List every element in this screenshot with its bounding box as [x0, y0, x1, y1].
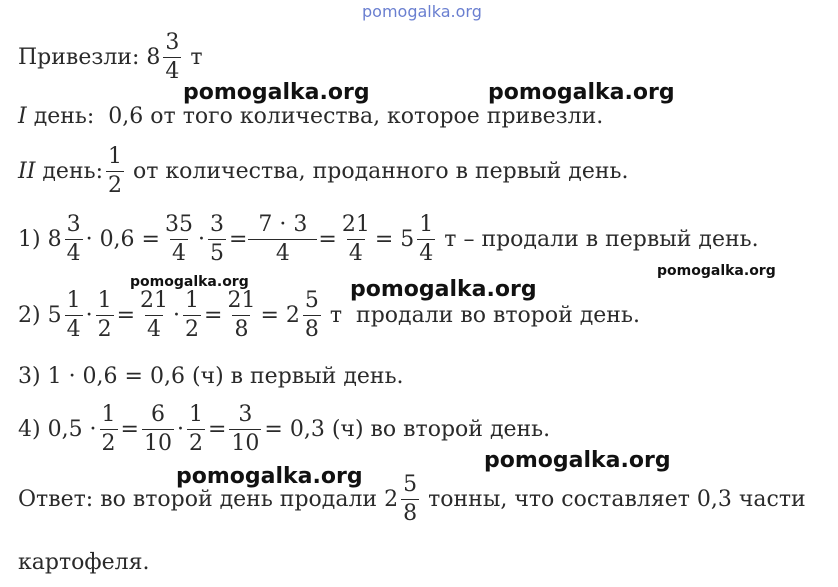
fraction-part: 1 [66, 288, 81, 313]
fraction-part: 2 [101, 431, 116, 456]
math-text: тонны, что составляет 0,3 части [428, 487, 806, 512]
math-text: = 5 [374, 227, 415, 252]
step-4 [18, 404, 550, 455]
fraction-part: 2 [188, 431, 203, 456]
math-text: = [228, 227, 248, 252]
math-text: = [207, 417, 227, 442]
fraction-part: 21 [341, 212, 370, 237]
math-text: · [176, 417, 184, 442]
math-text: = [204, 303, 223, 328]
math-text: картофеля. [18, 550, 150, 575]
fraction-part: 5 [209, 241, 224, 266]
step-3 [18, 364, 404, 389]
fraction [163, 32, 181, 83]
fraction-part: 4 [419, 241, 434, 266]
math-text: = 0,3 (ч) во второй день. [264, 417, 551, 442]
fraction-part: 21 [140, 288, 169, 313]
fraction [106, 146, 124, 197]
fraction [225, 290, 257, 341]
math-text: 2) 5 [18, 303, 62, 328]
fraction [401, 474, 419, 525]
watermark: pomogalka.org [350, 277, 537, 302]
step-2 [18, 290, 640, 341]
fraction-part: 4 [66, 241, 81, 266]
fraction-part: 3 [66, 212, 81, 237]
fraction-part: 10 [143, 431, 172, 456]
unit: т [190, 45, 203, 70]
fraction [250, 214, 315, 265]
math-text: т продали во второй день. [329, 303, 640, 328]
watermark: pomogalka.org [657, 263, 776, 279]
fraction-part: 10 [231, 431, 260, 456]
fraction-part: 2 [185, 317, 200, 342]
fraction-part: 1 [101, 402, 116, 427]
math-text: = 2 [260, 303, 300, 328]
math-text: 4) 0,5 · [18, 417, 97, 442]
fraction [100, 404, 118, 455]
math-text: = [116, 303, 136, 328]
fraction-part: 4 [348, 241, 363, 266]
fraction-part: 6 [150, 402, 165, 427]
roman-numeral: II [18, 159, 36, 184]
fraction [96, 290, 114, 341]
watermark: pomogalka.org [130, 274, 249, 290]
math-text: 3) 1 · 0,6 = 0,6 (ч) в первый день. [18, 364, 404, 389]
fraction-part: 21 [227, 288, 256, 313]
fraction-part: 2 [108, 173, 123, 198]
fraction [142, 404, 174, 455]
fraction [187, 404, 205, 455]
day-two-label: день: [35, 159, 104, 184]
fraction-part: 8 [403, 501, 418, 526]
math-text: 1) 8 [18, 227, 62, 252]
fraction-part: 3 [209, 212, 224, 237]
math-text: · [85, 303, 93, 328]
fraction [65, 214, 83, 265]
fraction-part: 1 [188, 402, 203, 427]
fraction [183, 290, 201, 341]
math-text: т – продали в первый день. [444, 227, 759, 252]
fraction-part: 8 [304, 317, 319, 342]
given-line [18, 32, 203, 83]
day-one-text: день: 0,6 от того количества, которое привезли. [26, 104, 604, 129]
fraction [138, 290, 170, 341]
watermark: pomogalka.org [484, 448, 671, 473]
day-one-line [18, 104, 603, 129]
math-text: · [173, 303, 181, 328]
fraction [303, 290, 321, 341]
fraction-part: 4 [147, 317, 162, 342]
fraction-part: 5 [304, 288, 319, 313]
step-1 [18, 214, 759, 265]
fraction-part: 5 [403, 472, 418, 497]
given-text: Привезли: 8 [18, 45, 161, 70]
fraction-part: 1 [97, 288, 112, 313]
fraction-part: 4 [171, 241, 186, 266]
fraction-part: 2 [97, 317, 112, 342]
fraction-part: 4 [66, 317, 81, 342]
fraction-part: 4 [165, 59, 180, 84]
math-text: = [120, 417, 139, 442]
fraction-part: 1 [108, 144, 123, 169]
fraction [163, 214, 195, 265]
fraction-part: 4 [248, 239, 317, 265]
roman-numeral: I [18, 104, 27, 129]
watermark: pomogalka.org [488, 80, 675, 105]
fraction [229, 404, 261, 455]
math-text: · [197, 227, 205, 252]
watermark: pomogalka.org [183, 80, 370, 105]
day-two-text: от количества, проданного в первый день. [133, 159, 629, 184]
math-text: · 0,6 = [85, 227, 160, 252]
day-two-line [18, 146, 629, 197]
math-text: = [318, 227, 337, 252]
fraction-part: 3 [238, 402, 253, 427]
fraction-part: 8 [234, 317, 249, 342]
fraction-part: 35 [164, 212, 193, 237]
fraction [208, 214, 226, 265]
fraction [340, 214, 372, 265]
answer-line [18, 474, 806, 525]
fraction [417, 214, 435, 265]
fraction-part: 1 [185, 288, 200, 313]
answer-continuation [18, 550, 149, 575]
watermark-top: pomogalka.org [362, 2, 482, 21]
fraction [65, 290, 83, 341]
math-text: Ответ: во второй день продали 2 [18, 487, 399, 512]
watermark: pomogalka.org [176, 464, 363, 489]
fraction-part: 1 [419, 212, 434, 237]
fraction-part: 3 [165, 30, 180, 55]
fraction-part: 7 · 3 [258, 212, 308, 237]
